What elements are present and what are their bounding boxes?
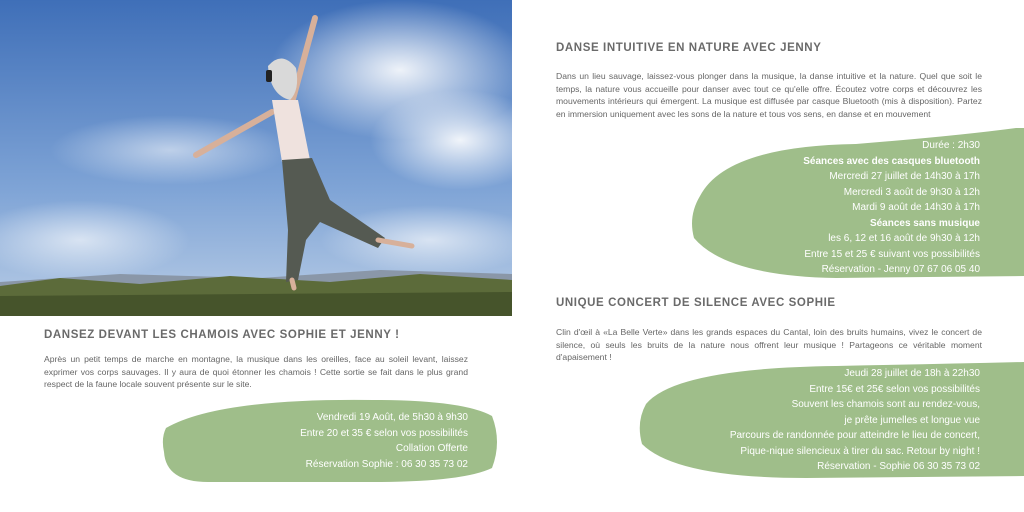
right-bottom-info-line: je prête jumelles et longue vue <box>844 414 980 426</box>
right-top-info-line: Mardi 9 août de 14h30 à 17h <box>852 202 980 213</box>
right-top-info-line: Mercredi 3 août de 9h30 à 12h <box>843 186 980 198</box>
right-bottom-info-line: Souvent les chamois sont au rendez-vous, <box>791 399 980 410</box>
right-bottom-info-line: Entre 15€ et 25€ selon vos possibilités <box>809 383 980 395</box>
right-bottom-info-line: Parcours de randonnée pour atteindre le lieu de concert, <box>729 430 980 441</box>
left-section-title: DANSEZ DEVANT LES CHAMOIS AVEC SOPHIE ET JENNY ! <box>44 329 400 341</box>
right-top-info-heading: Séances avec des casques bluetooth <box>803 155 980 167</box>
right-top-info-heading: Séances sans musique <box>869 217 980 229</box>
right-top-info <box>690 138 980 278</box>
right-top-info-line: Entre 15 et 25 € suivant vos possibilités <box>804 248 980 260</box>
left-info-line: Vendredi 19 Août, de 5h30 à 9h30 <box>316 412 468 423</box>
right-bottom-info <box>640 366 980 475</box>
left-info-line: Entre 20 et 35 € selon vos possibilités <box>300 427 468 439</box>
left-info-line: Collation Offerte <box>395 443 468 454</box>
left-info-line: Réservation Sophie : 06 30 35 73 02 <box>305 458 468 470</box>
dancer-photo <box>0 0 512 316</box>
left-info <box>160 410 468 472</box>
right-bottom-info-line: Réservation - Sophie 06 30 35 73 02 <box>817 461 980 472</box>
right-top-title: DANSE INTUITIVE EN NATURE AVEC JENNY <box>556 42 822 54</box>
right-top-info-line: Réservation - Jenny 07 67 06 05 40 <box>821 264 980 275</box>
right-top-info-line: Durée : 2h30 <box>922 140 980 151</box>
right-top-info-line: les 6, 12 et 16 août de 9h30 à 12h <box>828 233 980 244</box>
right-top-info-line: Mercredi 27 juillet de 14h30 à 17h <box>829 171 980 182</box>
left-section-text: Après un petit temps de marche en montagne, la musique dans les oreilles, face au soleil levant, laissez exprimer vos corps sauvages. Il y aura de quoi étonner les chamois ! Cette sortie se fait dans le plus grand respect de la faune locale souvent présente sur le site. <box>44 354 468 390</box>
right-bottom-text: Clin d'œil à «La Belle Verte» dans les grands espaces du Cantal, loin des bruits humains, vivez le concert de silence, où seuls les bruits de la nature nous offrent leur musique ! Partageons ce véritable moment d'apaisement ! <box>556 327 982 363</box>
right-bottom-info-line: Pique-nique silencieux à tirer du sac. Retour by night ! <box>740 445 980 457</box>
right-bottom-title: UNIQUE CONCERT DE SILENCE AVEC SOPHIE <box>556 297 836 309</box>
right-top-text: Dans un lieu sauvage, laissez-vous plonger dans la musique, la danse intuitive et la nature. Quel que soit le temps, la nature vous accueille pour danser avec tout ce qu'elle offre. Écoutez votre corps et découvrez les mouvements intérieurs qui émergent. La musique est diffusée par casque Bluetooth (mis à disposition). Partez en immersion uniquement avec les sons de la nature et tous vos sens, en danse et en mouvement <box>556 71 982 119</box>
right-bottom-info-line: Jeudi 28 juillet de 18h à 22h30 <box>844 368 980 379</box>
